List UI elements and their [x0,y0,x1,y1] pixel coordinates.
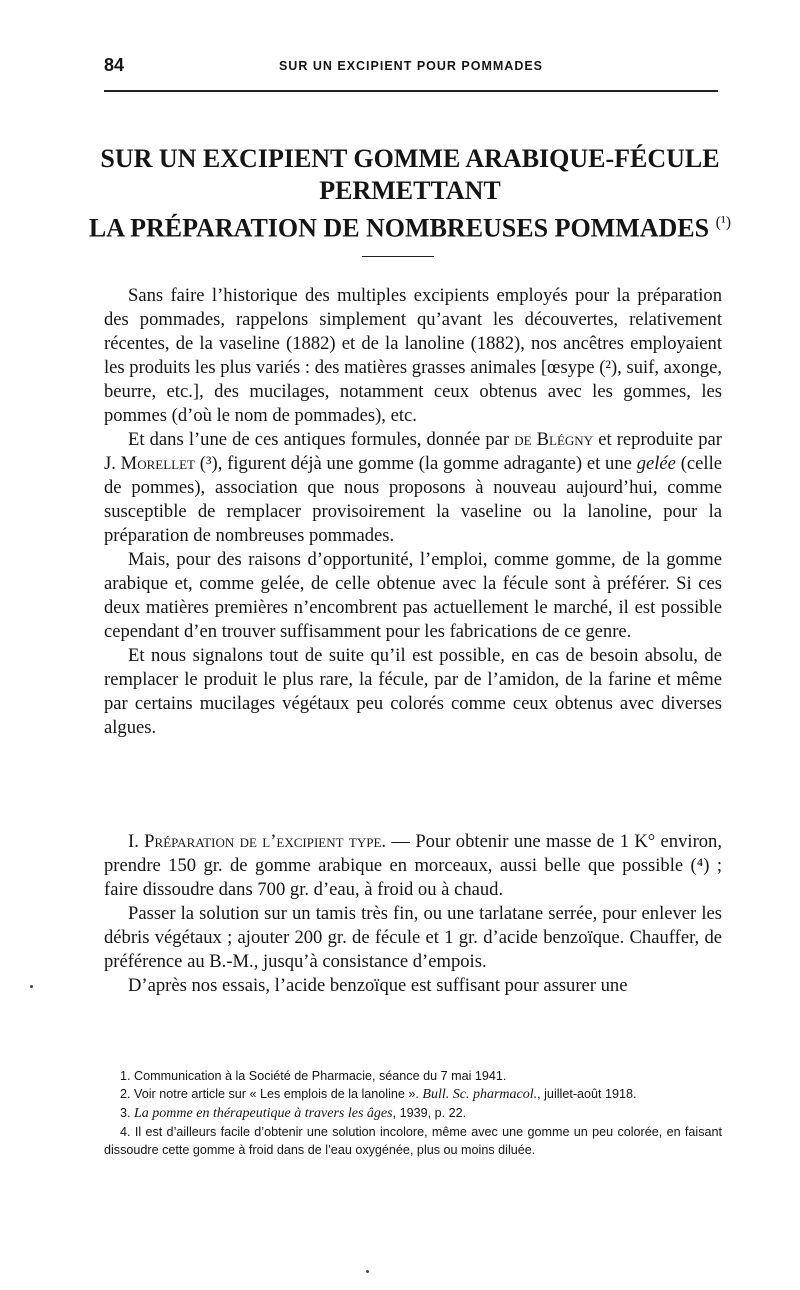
section-paragraph-2: Passer la solution sur un tamis très fin, ou une tarlatane serrée, pour enlever les débris végétaux ; ajouter 200 gr. de fécule et 1 gr. d’acide benzoïque. Chauffer, de préférence au B.-M., jusqu’à consistance d’empois. [104,903,722,972]
paragraph-2 [104,428,722,548]
page-header [104,55,718,85]
title-footnote-mark: (¹) [715,214,732,231]
footnote-3 [104,1104,722,1123]
footnote-4: 4. Il est d’ailleurs facile d’obtenir une solution incolore, même avec une gomme un peu colorée, en faisant dissoudre cette gomme à froid dans de l’eau oxygénée, plus ou moins diluée. [104,1125,722,1157]
title-rule [362,256,434,257]
p2-text-d: (celle de pommes), association que nous proposons à nouveau aujourd’hui, comme susceptible de remplacer provisoirement la vaseline ou la lanoline, pour la préparation de nombreuses pommades. [104,453,722,546]
header-rule [104,90,718,92]
section-text [104,830,722,998]
footnote-2-text: 2. Voir notre article sur « Les emplois de la lanoline ». [120,1087,423,1101]
p2-text-c: (³), figurent déjà une gomme (la gomme adragante) et une [194,453,637,474]
page-number: 84 [104,55,125,75]
author-morellet: Morellet [120,453,195,474]
scan-speck [30,985,33,988]
footnote-1: 1. Communication à la Société de Pharmacie, séance du 7 mai 1941. [120,1069,507,1083]
section-heading: I. Préparation de l’excipient type. [128,831,387,852]
p2-text-a: Et dans l’une de ces antiques formules, donnée par [128,429,515,450]
paragraph-1: Sans faire l’historique des multiples excipients employés pour la préparation des pommades, rappelons simplement qu’avant les découvertes, relativement récentes, de la vaseline (1882) et de la lanoline (1882), nos ancêtres employaient les produits les plus variés : des matières grasses animales [œsype (²), suif, axonge, beurre, etc.], des mucilages, notamment ceux obtenus avec les gommes, les pommes (d’où le nom de pommades), etc. [104,285,722,426]
scan-speck [366,1270,369,1273]
title-line-2: PERMETTANT [319,176,501,205]
title-line-3 [80,207,740,245]
section-paragraph-1 [104,830,722,902]
footnotes [104,1067,722,1159]
title-line-3-text: LA PRÉPARATION DE NOMBREUSES POMMADES [88,213,710,243]
paragraph-3: Mais, pour des raisons d’opportunité, l’emploi, comme gomme, de la gomme arabique et, comme gelée, de celle obtenue avec la fécule sont à préférer. Si ces deux matières premières n’encombrent pas actuellement le marché, il est possible cependant d’en trouver suffisamment pour les fabrications de ce genre. [104,549,722,642]
body-text [104,284,722,740]
section-p1-text: — Pour obtenir une masse de 1 K° environ, prendre 150 gr. de gomme arabique en morceaux, aussi belle que possible (⁴) ; faire dissoudre dans 700 gr. d’eau, à froid ou à chaud. [104,831,722,900]
footnote-2-journal: Bull. Sc. pharmacol. [422,1087,538,1102]
title-line-1: SUR UN EXCIPIENT GOMME ARABIQUE-FÉCULE [100,144,720,173]
footnote-3-num: 3. [120,1106,135,1120]
p2-text-b: et reproduite par J. [104,429,722,474]
footnote-2 [104,1085,722,1104]
author-de-blegny: de Blégny [514,429,594,450]
paragraph-4: Et nous signalons tout de suite qu’il est possible, en cas de besoin absolu, de remplacer le produit le plus rare, la fécule, par de l’amidon, de la farine et même par certains mucilages végétaux peu colorés comme ceux obtenus avec diverses algues. [104,645,722,738]
section-paragraph-3: D’après nos essais, l’acide benzoïque est suffisant pour assurer une [128,975,628,996]
footnote-2-date: , juillet-août 1918. [537,1087,637,1101]
running-title: SUR UN EXCIPIENT POUR POMMADES [278,59,544,73]
footnote-3-title: La pomme en thérapeutique à travers les âges [134,1106,393,1121]
p2-italic-gelee: gelée [636,453,676,474]
footnote-3-ref: , 1939, p. 22. [392,1106,467,1120]
article-title [80,143,740,245]
